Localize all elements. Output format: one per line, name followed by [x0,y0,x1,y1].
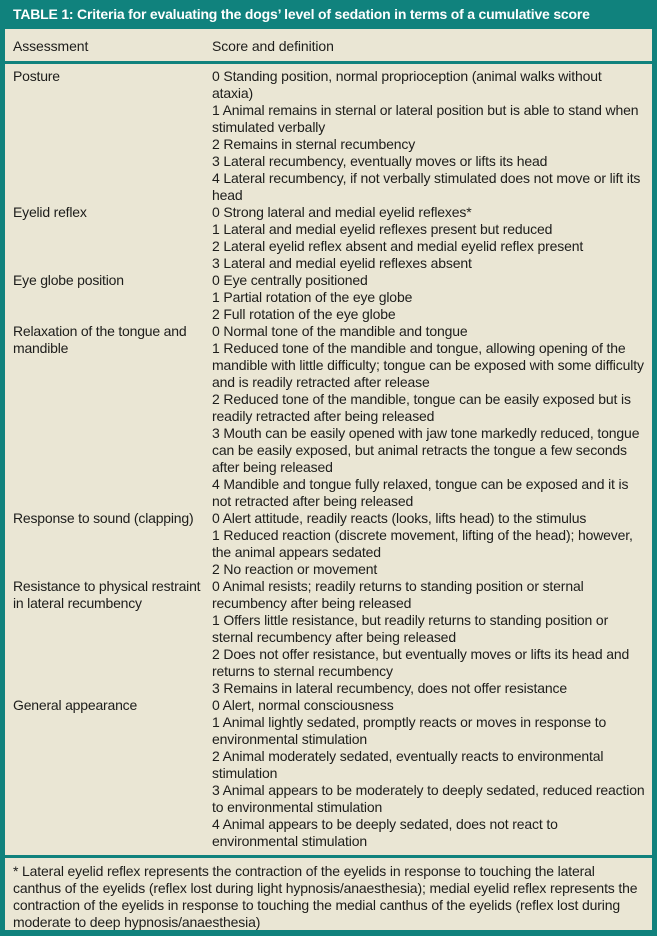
table-row [13,578,646,697]
score-definition: 4 Lateral recumbency, if not verbally stimulated does not move or lift its head [212,170,641,203]
scores-cell [212,204,646,272]
score-definition: 0 Alert attitude, readily reacts (looks, lifts head) to the stimulus [212,510,587,526]
table-row [13,510,646,578]
table-row [13,272,646,323]
score-definition: 2 No reaction or movement [212,561,378,577]
score-definition: 1 Animal remains in sternal or lateral position but is able to stand when stimulated verbally [212,102,639,135]
score-definition: 0 Standing position, normal proprioception (animal walks without ataxia) [212,68,602,101]
score-definition: 3 Lateral and medial eyelid reflexes absent [212,255,472,271]
score-definition: 1 Lateral and medial eyelid reflexes present but reduced [212,221,553,237]
score-definition: 0 Normal tone of the mandible and tongue [212,323,468,339]
scores-cell [212,323,646,510]
score-definition: 1 Offers little resistance, but readily returns to standing position or sternal recumbency after being released [212,612,609,645]
scores-cell [212,578,646,697]
table-row [13,323,646,510]
score-definition: 4 Animal appears to be deeply sedated, does not react to environmental stimulation [212,816,558,849]
score-definition: 1 Animal lightly sedated, promptly reacts or moves in response to environmental stimulation [212,714,607,747]
table-row [13,697,646,850]
scores-cell [212,697,646,850]
score-definition: 3 Animal appears to be moderately to deeply sedated, reduced reaction to environmental stimulation [212,782,645,815]
assessment-cell: Eye globe position [13,272,124,288]
score-definition: 0 Animal resists; readily returns to standing position or sternal recumbency after being released [212,578,584,611]
assessment-cell: General appearance [13,697,138,713]
score-definition: 1 Reduced reaction (discrete movement, lifting of the head); however, the animal appears sedated [212,527,633,560]
scores-cell [212,272,646,323]
score-definition: 3 Lateral recumbency, eventually moves or lifts its head [212,153,548,169]
scores-cell [212,68,646,204]
assessment-cell: Resistance to physical restraint in lateral recumbency [13,578,201,611]
table-body [5,64,652,850]
assessment-cell: Posture [13,68,60,84]
score-definition: 3 Mouth can be easily opened with jaw tone markedly reduced, tongue can be easily exposed, but animal retracts the tongue a few seconds after being released [212,425,640,475]
footnote-section [5,855,652,931]
assessment-cell: Eyelid reflex [13,204,87,220]
table-footnote: * Lateral eyelid reflex represents the contraction of the eyelids in response to touching the lateral canthus of the eyelids (reflex lost during light hypnosis/anaesthesia); medial eyelid reflex represents the contraction of the eyelids in response to touching the medial canthus of the eyelids (reflex lost during moderate to deep hypnosis/anaesthesia) [13,863,638,930]
score-definition: 4 Mandible and tongue fully relaxed, tongue can be exposed and it is not retracted after being released [212,476,629,509]
column-header-assessment: Assessment [13,38,89,54]
score-definition: 2 Remains in sternal recumbency [212,136,416,152]
score-definition: 0 Alert, normal consciousness [212,697,394,713]
table-row [13,68,646,204]
score-definition: 2 Does not offer resistance, but eventually moves or lifts its head and returns to sternal recumbency [212,646,630,679]
column-header-row [5,29,652,61]
scores-cell [212,510,646,578]
table-row [13,204,646,272]
column-header-score: Score and definition [212,38,334,54]
assessment-cell: Response to sound (clapping) [13,510,194,526]
score-definition: 2 Full rotation of the eye globe [212,306,396,322]
score-definition: 0 Eye centrally positioned [212,272,368,288]
score-definition: 3 Remains in lateral recumbency, does not offer resistance [212,680,567,696]
score-definition: 0 Strong lateral and medial eyelid reflexes* [212,204,472,220]
score-definition: 1 Reduced tone of the mandible and tongue, allowing opening of the mandible with little difficulty; tongue can be exposed with some difficulty and is readily retracted after release [212,340,644,390]
score-definition: 2 Animal moderately sedated, eventually reacts to environmental stimulation [212,748,604,781]
score-definition: 2 Lateral eyelid reflex absent and medial eyelid reflex present [212,238,584,254]
table-title: TABLE 1: Criteria for evaluating the dogs’ level of sedation in terms of a cumulative score [5,0,652,29]
score-definition: 2 Reduced tone of the mandible, tongue can be easily exposed but is readily retracted after being released [212,391,631,424]
assessment-cell: Relaxation of the tongue and mandible [13,323,187,356]
score-definition: 1 Partial rotation of the eye globe [212,289,413,305]
